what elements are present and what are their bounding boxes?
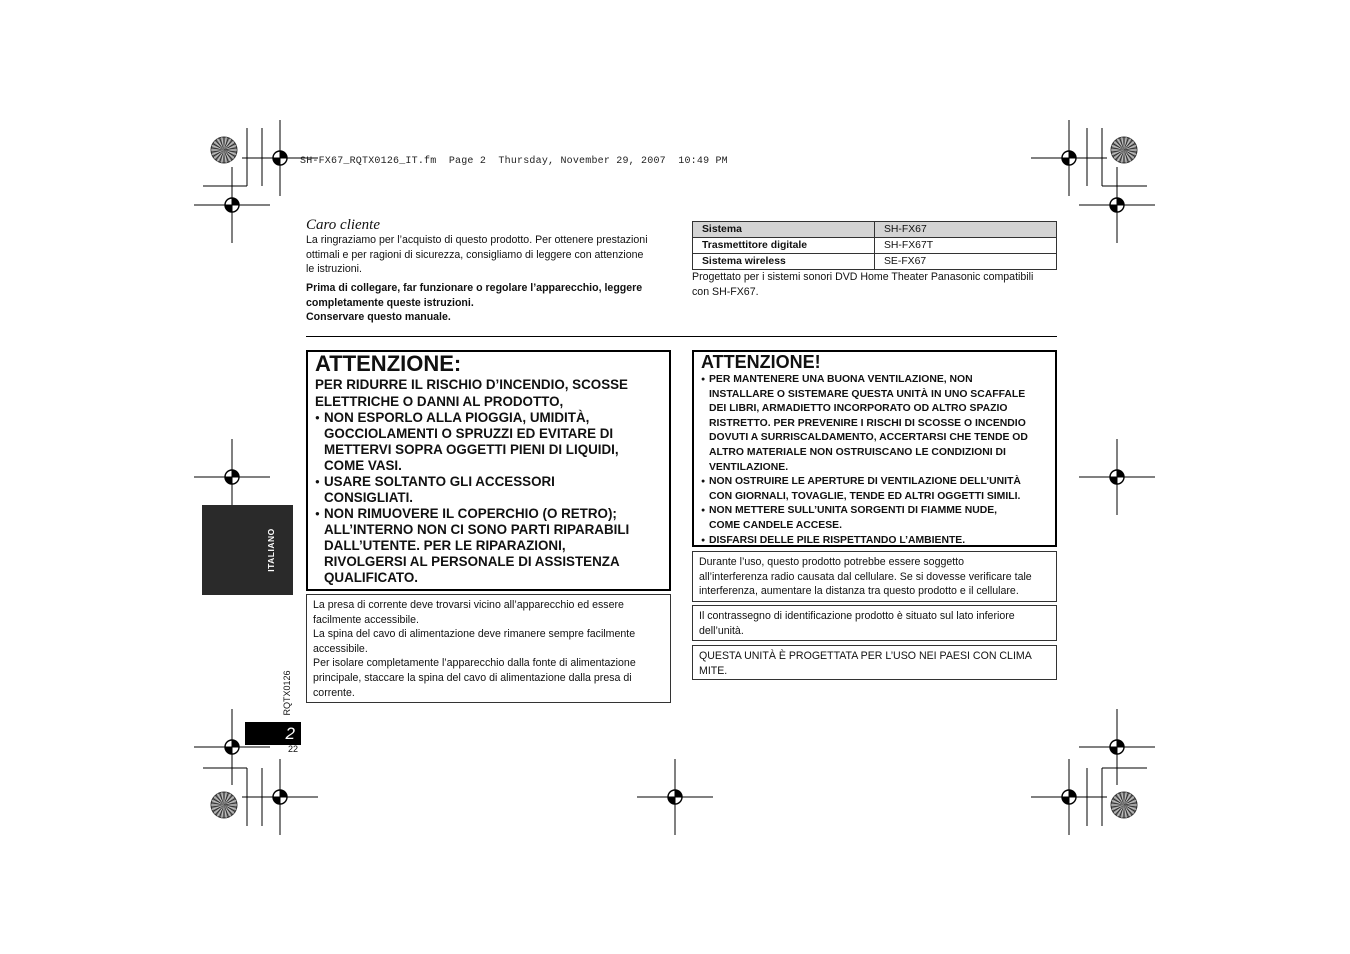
warning-line: INSTALLARE O SISTEMARE QUESTA UNITÀ IN UNO SCAFFALE xyxy=(709,388,1026,400)
notice-line: Il contrassegno di identificazione prodotto è situato sul lato inferiore xyxy=(699,610,1015,622)
warning-line: ALTRO MATERIALE NON OSTRUISCANO LE CONDIZIONI DI xyxy=(709,446,1006,458)
warning-box-right xyxy=(692,350,1057,547)
warning-list xyxy=(315,410,662,586)
system-label: Sistema wireless xyxy=(693,254,875,270)
intro-body xyxy=(306,233,671,277)
crosshair-mark xyxy=(242,759,318,835)
climate-notice-box xyxy=(692,645,1057,680)
warning-line: CON GIORNALI, TOVAGLIE, TENDE ED ALTRI OGGETTI SIMILI. xyxy=(709,490,1021,502)
warning-line: ● NON ESPORLO ALLA PIOGGIA, UMIDITÀ, xyxy=(324,410,590,425)
crosshair-mark xyxy=(1079,709,1155,785)
warning-line: ALL’INTERNO NON CI SONO PARTI RIPARABILI xyxy=(324,522,630,537)
system-note xyxy=(692,270,1062,299)
notice-line: accessibile. xyxy=(313,642,368,655)
crosshair-mark xyxy=(194,439,270,515)
starburst-mark xyxy=(211,792,237,818)
starburst-mark xyxy=(1111,137,1137,163)
system-label: Sistema xyxy=(693,222,875,238)
system-value: SH-FX67 xyxy=(875,222,1057,238)
system-label: Trasmettitore digitale xyxy=(693,238,875,254)
intro-bold-line: completamente queste istruzioni. xyxy=(306,296,474,309)
notice-line: La spina del cavo di alimentazione deve rimanere sempre facilmente xyxy=(313,628,636,641)
table-row xyxy=(693,222,1057,238)
sub-page-number: 22 xyxy=(288,744,299,754)
language-label: ITALIANO xyxy=(266,528,276,572)
warning-line: METTERVI SOPRA OGGETTI PIENI DI LIQUIDI, xyxy=(324,442,619,457)
warning-line: DALL’UTENTE. PER LE RIPARAZIONI, xyxy=(324,538,566,553)
crosshair-mark xyxy=(1079,439,1155,515)
notice-line: dell’unità. xyxy=(699,624,744,637)
notice-line: La presa di corrente deve trovarsi vicino all’apparecchio ed essere xyxy=(313,599,624,611)
page-number: 2 xyxy=(285,724,295,743)
warning-line: RIVOLGERSI AL PERSONALE DI ASSISTENZA xyxy=(324,554,620,569)
intro-line: ottimali e per ragioni di sicurezza, consigliamo di leggere con attenzione xyxy=(306,248,644,261)
warning-line: ● PER MANTENERE UNA BUONA VENTILAZIONE, NON xyxy=(709,374,973,385)
starburst-mark xyxy=(211,137,237,163)
warning-list xyxy=(701,373,1048,548)
language-tab xyxy=(202,505,293,595)
crosshair-mark xyxy=(1031,120,1107,196)
system-note-line: Progettato per i sistemi sonori DVD Home Theater Panasonic compatibili xyxy=(692,271,1034,283)
intro-line: le istruzioni. xyxy=(306,263,362,276)
crosshair-mark xyxy=(194,709,270,785)
crosshair-mark xyxy=(194,167,270,243)
warning-line: COME VASI. xyxy=(324,458,402,473)
warning-item xyxy=(315,474,662,506)
table-row xyxy=(693,254,1057,270)
intro-bold-line: Conservare questo manuale. xyxy=(306,311,451,324)
warning-line: CONSIGLIATI. xyxy=(324,490,414,505)
intro-bold xyxy=(306,281,671,325)
notice-line: QUESTA UNITÀ È PROGETTATA PER L’USO NEI PAESI CON CLIMA xyxy=(699,650,1032,662)
interference-notice-box xyxy=(692,551,1057,602)
notice-line: principale, staccare la spina del cavo di alimentazione dalla presa di xyxy=(313,671,632,684)
intro-bold-line: Prima di collegare, far funzionare o regolare l’apparecchio, leggere xyxy=(306,282,643,294)
system-value: SH-FX67T xyxy=(875,238,1057,254)
crosshair-mark xyxy=(1079,167,1155,243)
warning-line: DEI LIBRI, ARMADIETTO INCORPORATO OD ALTRO SPAZIO xyxy=(709,403,1008,415)
warning-item xyxy=(315,506,662,586)
warning-line: QUALIFICATO. xyxy=(324,570,418,585)
warning-line: ● USARE SOLTANTO GLI ACCESSORI xyxy=(324,474,555,489)
warning-item xyxy=(701,504,1048,533)
warning-line: GOCCIOLAMENTI O SPRUZZI ED EVITARE DI xyxy=(324,426,614,441)
intro-title: Caro cliente xyxy=(306,217,381,233)
system-value: SE-FX67 xyxy=(875,254,1057,270)
warning-subheading-line: PER RIDURRE IL RISCHIO D’INCENDIO, SCOSSE xyxy=(315,377,628,392)
table-row xyxy=(693,238,1057,254)
notice-line: all’interferenza radio causata dal cellulare. Se si dovesse verificare tale xyxy=(699,570,1032,583)
warning-heading: ATTENZIONE! xyxy=(701,352,821,372)
document-code: RQTX0126 xyxy=(282,670,292,716)
page-number-box xyxy=(245,722,301,745)
notice-line: MITE. xyxy=(699,664,728,677)
notice-line: corrente. xyxy=(313,686,355,699)
warning-line: ● NON OSTRUIRE LE APERTURE DI VENTILAZIONE DELL’UNITÀ xyxy=(709,476,1021,488)
warning-line: DOVUTI A SURRISCALDAMENTO, ACCERTARSI CHE TENDE OD xyxy=(709,432,1028,444)
warning-box-left xyxy=(306,350,671,591)
warning-item xyxy=(315,410,662,474)
power-notice-box xyxy=(306,594,671,703)
warning-line: ● NON METTERE SULL’UNITA SORGENTI DI FIAMME NUDE, xyxy=(709,505,998,517)
warning-line: ● DISFARSI DELLE PILE RISPETTANDO L’AMBIENTE. xyxy=(709,534,966,546)
print-header: SH-FX67_RQTX0126_IT.fm Page 2 Thursday, November 29, 2007 10:49 PM xyxy=(300,156,728,167)
warning-line: COME CANDELE ACCESE. xyxy=(709,519,842,531)
warning-line: VENTILAZIONE. xyxy=(709,461,789,473)
notice-line: Durante l’uso, questo prodotto potrebbe essere soggetto xyxy=(699,556,965,568)
warning-item xyxy=(701,373,1048,475)
system-note-line: con SH-FX67. xyxy=(692,285,759,298)
section-divider xyxy=(306,336,1057,337)
crosshair-mark xyxy=(637,759,713,835)
system-table xyxy=(692,221,1057,270)
warning-line: RISTRETTO. PER PREVENIRE I RISCHI DI SCOSSE O INCENDIO xyxy=(709,417,1026,429)
id-notice-box xyxy=(692,605,1057,641)
warning-item xyxy=(701,475,1048,504)
warning-line: ● NON RIMUOVERE IL COPERCHIO (O RETRO); xyxy=(324,506,617,521)
crosshair-mark xyxy=(1031,759,1107,835)
notice-line: facilmente accessibile. xyxy=(313,613,419,626)
starburst-mark xyxy=(1111,792,1137,818)
notice-line: Per isolare completamente l’apparecchio dalla fonte di alimentazione xyxy=(313,657,636,670)
intro-line: La ringraziamo per l’acquisto di questo prodotto. Per ottenere prestazioni xyxy=(306,234,648,246)
warning-subheading-line: ELETTRICHE O DANNI AL PRODOTTO, xyxy=(315,394,564,409)
warning-subheading xyxy=(315,376,662,410)
warning-heading: ATTENZIONE: xyxy=(315,351,462,376)
warning-item xyxy=(701,534,1048,549)
notice-line: interferenza, aumentare la distanza tra questo prodotto e il cellulare. xyxy=(699,585,1019,598)
